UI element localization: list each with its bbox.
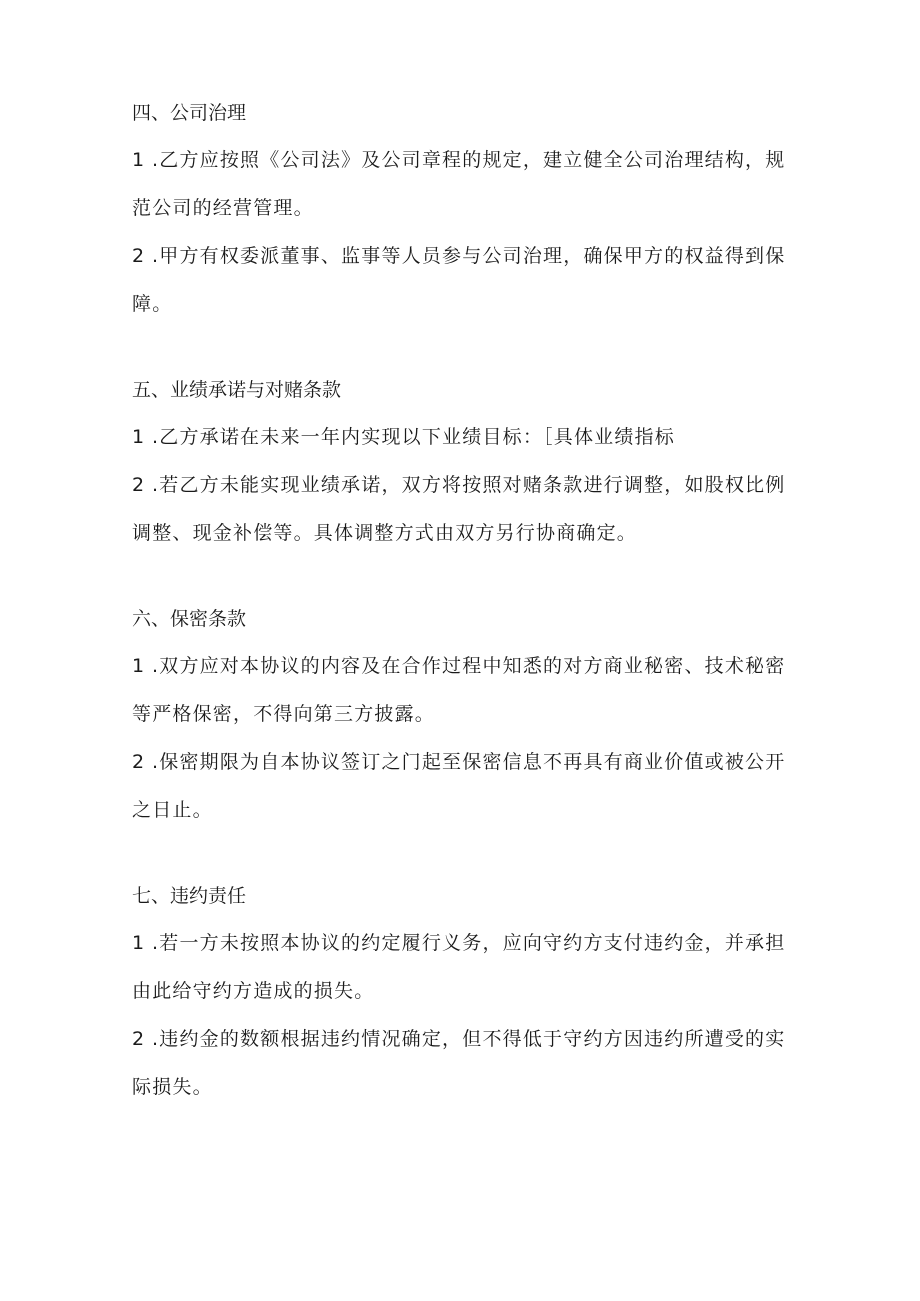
- section-heading: 四、公司治理: [132, 102, 247, 124]
- clause-text: .乙方承诺在未来一年内实现以下业绩目标：［具体业绩指标: [152, 426, 675, 448]
- clause-text: .若一方未按照本协议的约定履行义务，应向守约方支付违约金，并承担由此给守约方造成的损失。: [132, 932, 786, 1002]
- clause-number: 1: [132, 655, 146, 677]
- section-heading: 六、保密条款: [132, 608, 247, 630]
- clause-number: 2: [132, 474, 146, 496]
- clause: [132, 1015, 792, 1111]
- clause-number: 1: [132, 426, 146, 448]
- section-confidentiality: [132, 596, 792, 834]
- clause: [132, 461, 792, 557]
- clause-number: 2: [132, 1028, 146, 1050]
- clause: [132, 738, 792, 834]
- section-breach-liability: [132, 873, 792, 1111]
- clause: [132, 136, 792, 232]
- document-page: [132, 90, 792, 1150]
- clause-text: .甲方有权委派董事、监事等人员参与公司治理，确保甲方的权益得到保障。: [132, 245, 786, 315]
- clause-number: 2: [132, 245, 146, 267]
- clause-text: .双方应对本协议的内容及在合作过程中知悉的对方商业秘密、技术秘密等严格保密，不得向第三方披露。: [132, 655, 786, 725]
- clause-number: 2: [132, 751, 146, 773]
- section-performance-commitment: [132, 367, 792, 557]
- section-heading: 五、业绩承诺与对赌条款: [132, 379, 342, 401]
- clause-text: .保密期限为自本协议签订之门起至保密信息不再具有商业价值或被公开之日止。: [132, 751, 786, 821]
- clause-number: 1: [132, 932, 146, 954]
- clause-text: .乙方应按照《公司法》及公司章程的规定，建立健全公司治理结构，规范公司的经营管理。: [132, 149, 786, 219]
- clause: [132, 642, 792, 738]
- clause: [132, 232, 792, 328]
- clause: [132, 919, 792, 1015]
- section-corporate-governance: [132, 90, 792, 328]
- clause: [132, 413, 792, 461]
- clause-text: .若乙方未能实现业绩承诺，双方将按照对赌条款进行调整，如股权比例调整、现金补偿等。具体调整方式由双方另行协商确定。: [132, 474, 786, 544]
- section-heading: 七、违约责任: [132, 885, 247, 907]
- clause-number: 1: [132, 149, 146, 171]
- clause-text: .违约金的数额根据违约情况确定，但不得低于守约方因违约所遭受的实际损失。: [132, 1028, 786, 1098]
